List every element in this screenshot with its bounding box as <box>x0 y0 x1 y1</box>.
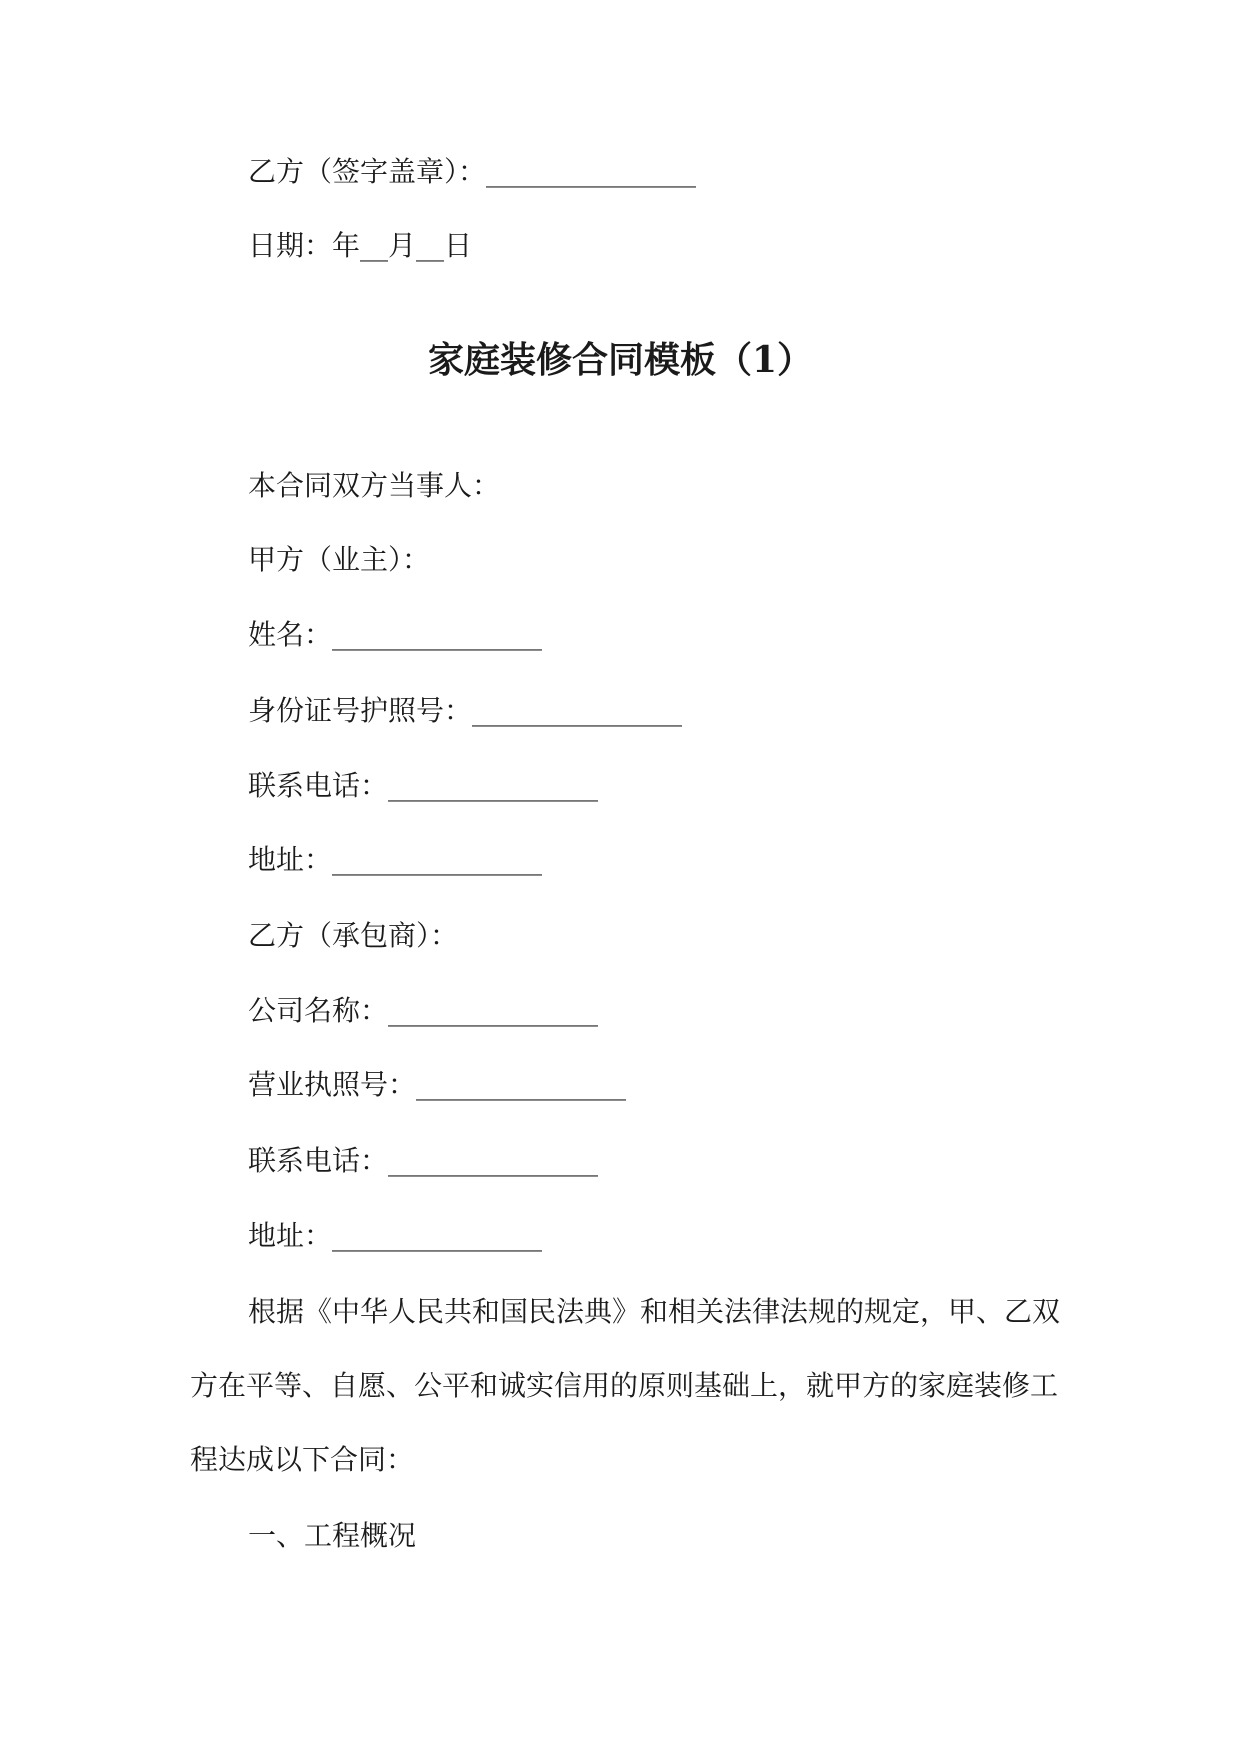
party-a-address-field: 地址：_______________ <box>248 843 543 876</box>
parties-intro: 本合同双方当事人： <box>248 469 501 502</box>
party-b-heading: 乙方（承包商）： <box>248 919 459 952</box>
party-a-heading: 甲方（业主）： <box>248 543 431 576</box>
date-line: 日期：年__月__日 <box>248 229 473 262</box>
party-b-address-field: 地址：_______________ <box>248 1219 543 1252</box>
party-b-phone-field: 联系电话：_______________ <box>248 1144 599 1177</box>
party-a-name-field: 姓名：_______________ <box>248 618 543 651</box>
section-heading: 一、工程概况 <box>248 1519 417 1552</box>
document-title: 家庭装修合同模板（1） <box>427 339 814 381</box>
party-b-company-field: 公司名称：_______________ <box>248 994 599 1027</box>
party-b-license-field: 营业执照号：_______________ <box>248 1068 627 1101</box>
party-a-phone-field: 联系电话：_______________ <box>248 769 599 802</box>
contract-preamble: 根据《中华人民共和国民法典》和相关法律法规的规定，甲、乙双方在平等、自愿、公平和诚实信用的原则基础上，就甲方的家庭装修工程达成以下合同： <box>190 1295 1061 1476</box>
party-b-signature-line: 乙方（签字盖章）：_______________ <box>248 155 697 188</box>
party-a-id-field: 身份证号护照号：_______________ <box>248 694 683 727</box>
